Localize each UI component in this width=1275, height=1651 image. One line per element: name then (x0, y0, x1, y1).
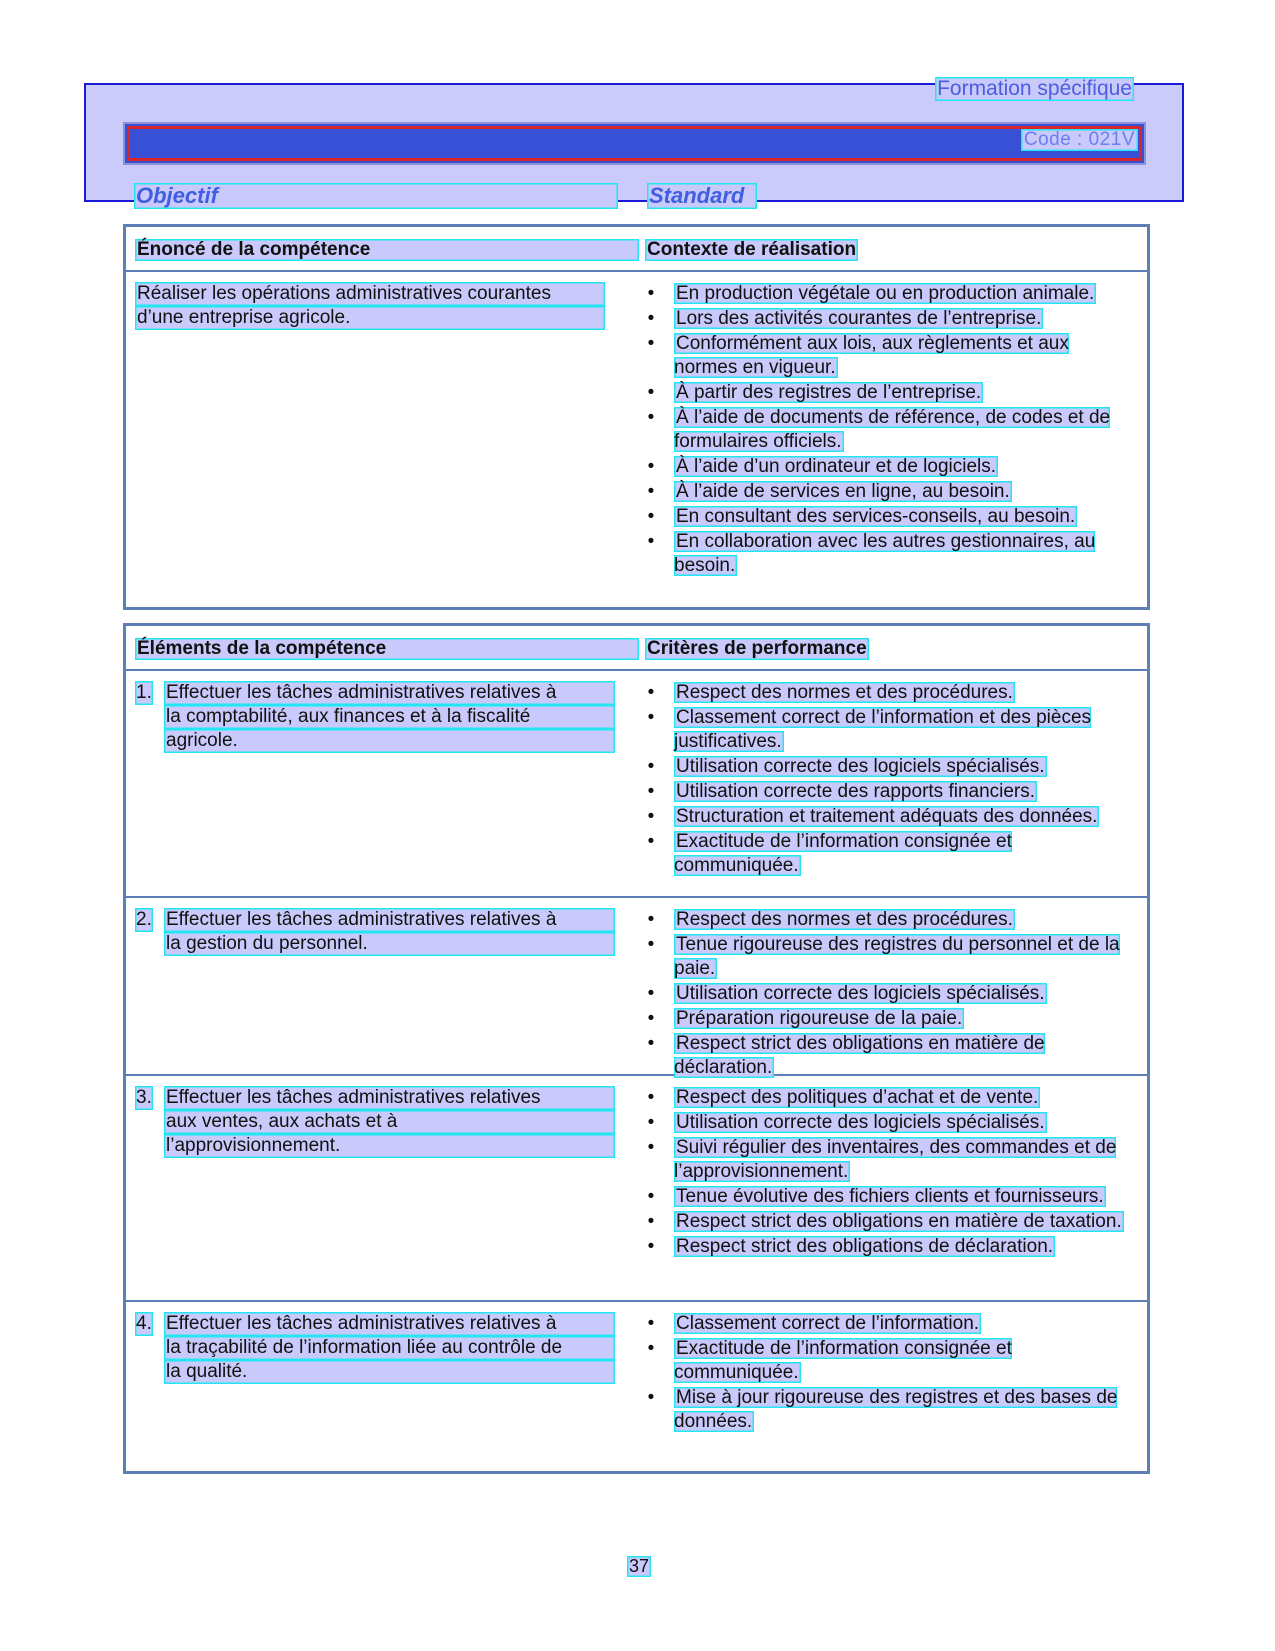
bullet-icon: • (647, 707, 655, 728)
bullet-text: Respect des normes et des procédures. (676, 909, 1013, 930)
list-item (645, 1032, 1125, 1080)
list-item (645, 480, 1125, 504)
bullet-text: Suivi régulier des inventaires, des commandes et de l’approvisionnement. (674, 1137, 1117, 1182)
table-row (126, 898, 1147, 1076)
code-bar (123, 122, 1146, 165)
table-row (126, 272, 1147, 607)
element-line: la gestion du personnel. (164, 932, 615, 956)
element-number: 3. (136, 1087, 152, 1108)
code-label: Code : 021V (1021, 129, 1138, 151)
list-item (645, 1136, 1125, 1184)
bullet-icon: • (647, 1338, 655, 1359)
list-item (645, 1312, 1125, 1336)
list-item (645, 1111, 1125, 1135)
list-item (645, 455, 1125, 479)
bullet-text: Classement correct de l’information. (676, 1313, 980, 1334)
list-item (645, 830, 1125, 878)
bullet-icon: • (647, 531, 655, 552)
criteria-list (645, 681, 1125, 879)
bullet-icon: • (647, 1087, 655, 1108)
list-item (645, 908, 1125, 932)
list-item (645, 1235, 1125, 1259)
bullet-icon: • (647, 506, 655, 527)
competence-statement (135, 282, 605, 330)
list-item (645, 805, 1125, 829)
bullet-icon: • (647, 934, 655, 955)
bullet-text: En production végétale ou en production animale. (676, 283, 1095, 304)
list-item (645, 1386, 1125, 1434)
bullet-text: En consultant des services-conseils, au besoin. (676, 506, 1076, 527)
list-item (645, 1086, 1125, 1110)
bullet-icon: • (647, 806, 655, 827)
bullet-text: Classement correct de l’information et des pièces justificatives. (674, 707, 1092, 752)
bullet-icon: • (647, 909, 655, 930)
page-number: 37 (629, 1556, 650, 1576)
bullet-icon: • (647, 1033, 655, 1054)
statement-line: Réaliser les opérations administratives courantes (135, 282, 605, 306)
bullet-icon: • (647, 1137, 655, 1158)
list-item (645, 933, 1125, 981)
criteria-header: Critères de performance (647, 638, 867, 659)
list-item (645, 780, 1125, 804)
standard-heading: Standard (647, 183, 757, 209)
element-number: 1. (136, 682, 152, 703)
bullet-text: Tenue rigoureuse des registres du personnel et de la paie. (674, 934, 1120, 979)
bullet-text: Structuration et traitement adéquats des données. (676, 806, 1098, 827)
element-number: 2. (136, 909, 152, 930)
bullet-icon: • (647, 308, 655, 329)
element-line: Effectuer les tâches administratives relatives à (164, 681, 615, 705)
bullet-icon: • (647, 456, 655, 477)
element-line: Effectuer les tâches administratives relatives à (164, 908, 615, 932)
element-line: Effectuer les tâches administratives relatives à (164, 1312, 615, 1336)
bullet-icon: • (647, 283, 655, 304)
elements-header: Éléments de la compétence (135, 638, 639, 660)
table-row (126, 1302, 1147, 1434)
element-line: la traçabilité de l’information liée au contrôle de (164, 1336, 615, 1360)
statement-line: d’une entreprise agricole. (135, 306, 605, 330)
criteria-list (645, 1312, 1125, 1435)
competence-element (135, 1312, 615, 1384)
bullet-text: Mise à jour rigoureuse des registres et des bases de données. (674, 1387, 1118, 1432)
element-line: la qualité. (164, 1360, 615, 1384)
list-item (645, 332, 1125, 380)
list-item (645, 505, 1125, 529)
list-item (645, 381, 1125, 405)
statement-header: Énoncé de la compétence (135, 239, 639, 261)
bullet-text: Respect strict des obligations de déclaration. (676, 1236, 1054, 1257)
element-line: Effectuer les tâches administratives relatives (164, 1086, 615, 1110)
table-header-row (126, 227, 1147, 272)
bullet-text: À l’aide d’un ordinateur et de logiciels. (676, 456, 997, 477)
context-header: Contexte de réalisation (647, 239, 857, 260)
bullet-icon: • (647, 781, 655, 802)
list-item (645, 282, 1125, 306)
bullet-text: Utilisation correcte des rapports financiers. (676, 781, 1036, 802)
bullet-icon: • (647, 756, 655, 777)
element-line: aux ventes, aux achats et à (164, 1110, 615, 1134)
bullet-icon: • (647, 407, 655, 428)
table-header-row (126, 626, 1147, 671)
list-item (645, 1007, 1125, 1031)
bullet-icon: • (647, 1313, 655, 1334)
header-banner (84, 77, 1184, 208)
list-item (645, 1185, 1125, 1209)
list-item (645, 1337, 1125, 1385)
element-line: la comptabilité, aux finances et à la fiscalité (164, 705, 615, 729)
bullet-icon: • (647, 1236, 655, 1257)
bullet-text: À l’aide de documents de référence, de codes et de formulaires officiels. (674, 407, 1111, 452)
bullet-icon: • (647, 481, 655, 502)
table-row (126, 671, 1147, 898)
bullet-text: Utilisation correcte des logiciels spécialisés. (676, 1112, 1045, 1133)
list-item (645, 982, 1125, 1006)
element-number: 4. (136, 1313, 152, 1334)
element-line: l’approvisionnement. (164, 1134, 615, 1158)
competence-element (135, 908, 615, 956)
bullet-text: Exactitude de l’information consignée et communiquée. (674, 831, 1012, 876)
bullet-icon: • (647, 831, 655, 852)
bullet-icon: • (647, 1387, 655, 1408)
context-list (645, 282, 1125, 579)
bullet-icon: • (647, 333, 655, 354)
bullet-text: Utilisation correcte des logiciels spécialisés. (676, 756, 1045, 777)
bullet-text: En collaboration avec les autres gestionnaires, au besoin. (674, 531, 1096, 576)
bullet-text: Lors des activités courantes de l’entreprise. (676, 308, 1042, 329)
performance-table (123, 623, 1150, 1474)
code-bar-frame (127, 126, 1142, 161)
list-item (645, 530, 1125, 578)
list-item (645, 307, 1125, 331)
objectif-heading: Objectif (134, 183, 618, 209)
bullet-text: Utilisation correcte des logiciels spécialisés. (676, 983, 1045, 1004)
bullet-text: Respect strict des obligations en matière de taxation. (676, 1211, 1122, 1232)
bullet-text: Conformément aux lois, aux règlements et aux normes en vigueur. (674, 333, 1069, 378)
bullet-text: Respect strict des obligations en matière de déclaration. (674, 1033, 1045, 1078)
bullet-icon: • (647, 682, 655, 703)
criteria-list (645, 908, 1125, 1081)
section-label: Formation spécifique (937, 77, 1132, 100)
list-item (645, 755, 1125, 779)
table-row (126, 1076, 1147, 1302)
list-item (645, 681, 1125, 705)
competence-element (135, 1086, 615, 1158)
bullet-icon: • (647, 1186, 655, 1207)
criteria-list (645, 1086, 1125, 1260)
bullet-text: Préparation rigoureuse de la paie. (676, 1008, 963, 1029)
bullet-icon: • (647, 1112, 655, 1133)
bullet-text: À l’aide de services en ligne, au besoin. (676, 481, 1010, 502)
bullet-text: Respect des normes et des procédures. (676, 682, 1013, 703)
bullet-icon: • (647, 983, 655, 1004)
bullet-icon: • (647, 1211, 655, 1232)
competence-table (123, 224, 1150, 610)
list-item (645, 1210, 1125, 1234)
competence-element (135, 681, 615, 753)
bullet-text: Respect des politiques d’achat et de vente. (676, 1087, 1039, 1108)
bullet-text: À partir des registres de l’entreprise. (676, 382, 982, 403)
list-item (645, 706, 1125, 754)
list-item (645, 406, 1125, 454)
bullet-text: Tenue évolutive des fichiers clients et fournisseurs. (676, 1186, 1104, 1207)
bullet-icon: • (647, 382, 655, 403)
bullet-text: Exactitude de l’information consignée et communiquée. (674, 1338, 1012, 1383)
bullet-icon: • (647, 1008, 655, 1029)
element-line: agricole. (164, 729, 615, 753)
